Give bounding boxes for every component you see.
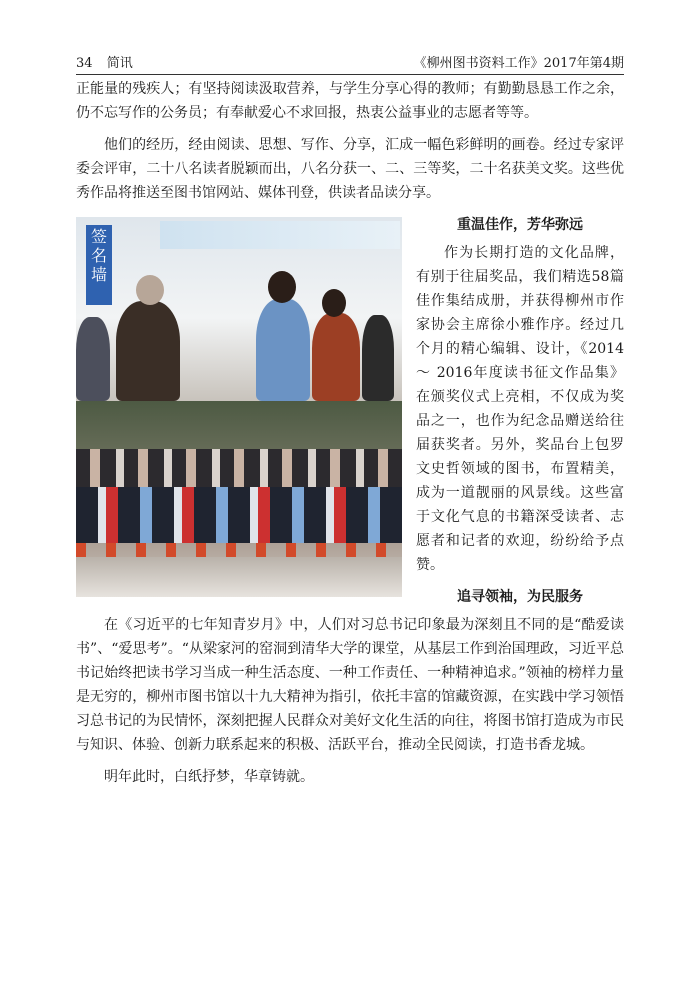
paragraph-results: 他们的经历，经由阅读、思想、写作、分享，汇成一幅色彩鲜明的画卷。经过专家评委会评审，二十八名读者脱颖而出，八名分获一、二、三等奖，二十名获美文奖。这些优秀作品将推送至图书馆网站、媒体刊登，供读者品读分享。 bbox=[76, 137, 624, 201]
event-photos bbox=[76, 217, 402, 597]
figure-man-dark bbox=[362, 315, 394, 401]
figure-head bbox=[322, 289, 346, 317]
floor-area bbox=[76, 557, 402, 597]
figure-head bbox=[136, 275, 164, 305]
audience-row-front bbox=[76, 487, 402, 543]
section-heading-1: 重温佳作，芳华弥远 bbox=[457, 217, 583, 233]
page-number: 34 bbox=[76, 56, 93, 71]
figure-head bbox=[268, 271, 296, 303]
section-heading-2: 追寻领袖，为民服务 bbox=[457, 589, 583, 605]
section-body-2: 在《习近平的七年知青岁月》中，人们对习总书记印象最为深刻且不同的是“酷爱读书”、“爱思考”。“从梁家河的窑洞到清华大学的课堂，从基层工作到治国理政，习近平总书记始终把读书学习当成一种生活态度、一种工作责任、一种精神追求。”领袖的榜样力量是无穷的，柳州市图书馆以十九大精神为指引，依托丰富的馆藏资源，在实践中学习领悟习总书记的为民情怀，深刻把握人民群众对美好文化生活的向往，将图书馆打造成为市民与知识、体验、创新力联系起来的积极、活跃平台，推动全民阅读，打造书香龙城。 bbox=[76, 617, 624, 753]
header-left bbox=[76, 52, 143, 71]
document-page bbox=[76, 52, 624, 789]
figure-elderly-man bbox=[116, 301, 180, 401]
paragraph-continued: 正能量的残疾人；有坚持阅读汲取营养，与学生分享心得的教师；有勤勤恳恳工作之余，仍不忘写作的公务员；有奉献爱心不求回报，热衷公益事业的志愿者等等。 bbox=[76, 81, 624, 121]
signature-wall-sign: 签名墙 bbox=[86, 225, 112, 305]
closing-line: 明年此时，白纸抒梦，华章铸就。 bbox=[104, 769, 314, 785]
publication-title: 《柳州图书资料工作》2017年第4期 bbox=[413, 56, 624, 71]
article-body bbox=[76, 213, 624, 757]
page-header bbox=[76, 52, 624, 75]
figure-woman-red bbox=[312, 313, 360, 401]
photo-audience bbox=[76, 401, 402, 597]
audience-chairs bbox=[76, 543, 402, 557]
audience-row-back bbox=[76, 449, 402, 489]
figure-left-edge bbox=[76, 317, 110, 401]
section-body-1: 作为长期打造的文化品牌，有别于往届奖品，我们精选58篇佳作集结成册，并获得柳州市作家协会主席徐小雅作序。经过几个月的精心编辑、设计，《2014～ 2016年度读书征文作品集》在颁奖仪式上亮相，不仅成为奖品之一，也作为纪念品赠送给往届获奖者。另外，奖品台上包罗文史哲领域的图书，布置精美，成为一道靓丽的风景线。这些富于文化气息的书籍深受读者、志愿者和记者的欢迎，纷纷给予点赞。 bbox=[416, 245, 624, 573]
section-name: 简讯 bbox=[106, 56, 133, 71]
wall-banner-graphic bbox=[160, 221, 400, 249]
figure-woman-blue bbox=[256, 299, 310, 401]
photo-signature-wall bbox=[76, 217, 402, 401]
